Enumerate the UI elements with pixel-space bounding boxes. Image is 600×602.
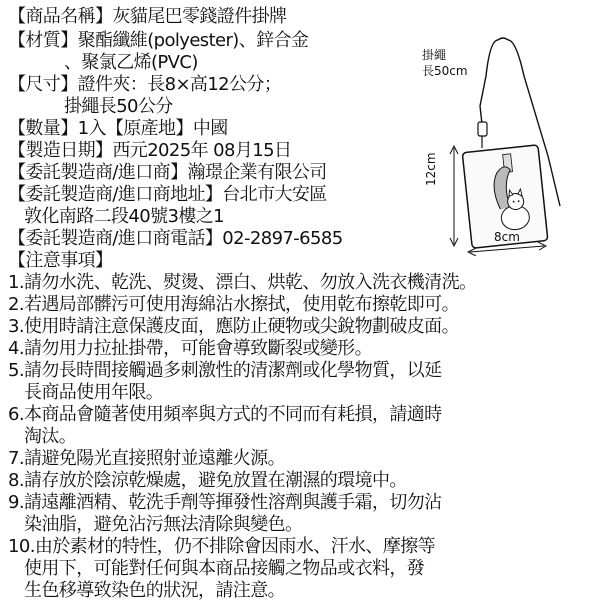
notes-title: 【注意事項】: [8, 250, 113, 271]
manufacture-date: 【製造日期】西元2025年 08月15日: [8, 140, 292, 161]
maker-name: 【委託製造商/進口商】瀚璟企業有限公司: [8, 162, 327, 183]
note-item: 9.請遠離酒精、乾洗手劑等揮發性溶劑與護手霜，切勿沾: [8, 492, 442, 513]
strap-label: 掛繩: [422, 48, 447, 62]
note-item: 2.若遇局部髒污可使用海綿沾水擦拭，使用乾布擦乾即可。: [8, 294, 459, 315]
strap-length-label: 長50cm: [422, 64, 468, 78]
size-line-1: 【尺寸】證件夾：長8×高12公分；: [8, 74, 282, 95]
height-label: 12cm: [424, 152, 438, 186]
maker-address-2: 敦化南路二段40號3樓之1: [24, 206, 225, 227]
material-line-2: 、聚氯乙烯(PVC): [64, 52, 198, 73]
note-item: 6.本商品會隨著使用頻率與方式的不同而有耗損，請適時: [8, 404, 442, 425]
note-item-continued: 染油脂，避免沾污無法清除與變色。: [24, 514, 303, 535]
product-name: 【商品名稱】灰貓尾巴零錢證件掛牌: [8, 6, 287, 27]
maker-address-1: 【委託製造商/進口商地址】台北市大安區: [8, 184, 327, 205]
note-item: 10.由於素材的特性，仍不排除會因雨水、汗水、摩擦等: [8, 536, 436, 557]
note-item-continued: 生色移導致染色的狀況，請注意。: [24, 580, 285, 601]
note-item-continued: 長商品使用年限。: [24, 382, 164, 403]
note-item-continued: 淘汰。: [24, 426, 77, 447]
note-item-continued: 使用下，可能對任何與本商品接觸之物品或衣料，發: [24, 558, 425, 579]
note-item: 1.請勿水洗、乾洗、熨燙、漂白、烘乾、勿放入洗衣機清洗。: [8, 272, 477, 293]
note-item: 8.請存放於陰涼乾燥處，避免放置在潮濕的環境中。: [8, 470, 407, 491]
note-item: 5.請勿長時間接觸過多刺激性的清潔劑或化學物質，以延: [8, 360, 442, 381]
maker-phone: 【委託製造商/進口商電話】02-2897-6585: [8, 228, 343, 249]
note-item: 7.請避免陽光直接照射並遠離火源。: [8, 448, 285, 469]
note-item: 3.使用時請注意保護皮面，應防止硬物或尖銳物劃破皮面。: [8, 316, 459, 337]
width-label: 8cm: [494, 230, 520, 244]
quantity-origin: 【數量】1入【原產地】中國: [8, 118, 228, 139]
material-line-1: 【材質】聚酯纖維(polyester)、鋅合金: [8, 30, 309, 51]
note-item: 4.請勿用力拉扯掛帶，可能會導致斷裂或變形。: [8, 338, 372, 359]
size-line-2: 掛繩長50公分: [64, 96, 173, 117]
product-dimension-figure: [420, 36, 598, 256]
